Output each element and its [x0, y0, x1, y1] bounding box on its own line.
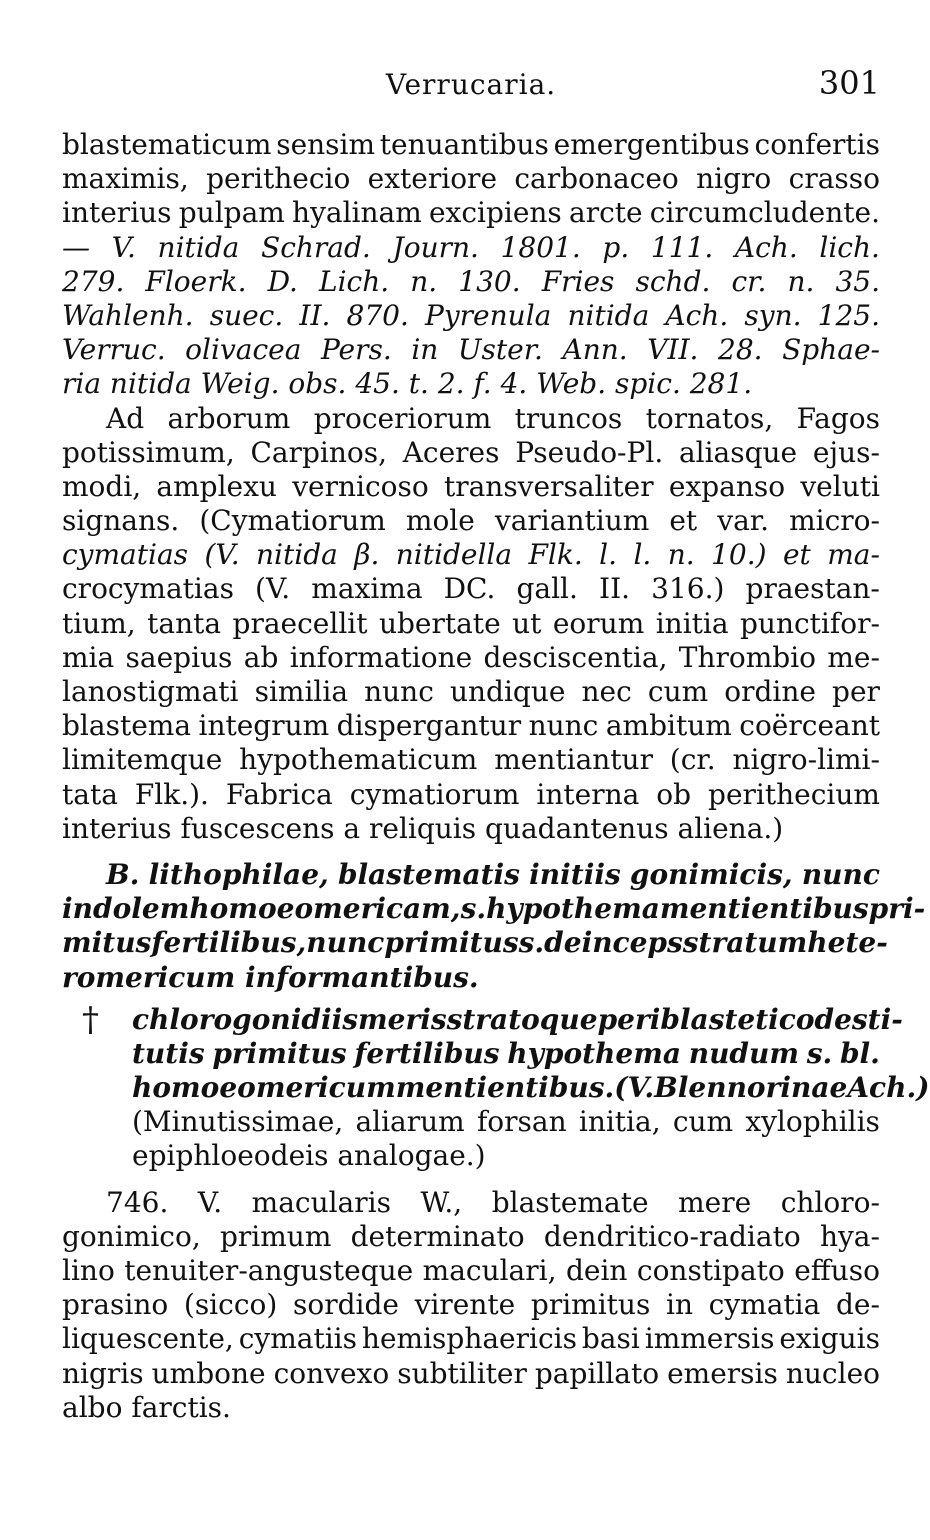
text-line: Wahlenh. suec. II. 870. Pyrenula nitida Ach. syn. 125.	[62, 298, 880, 332]
text-line: signans. (Cymatiorum mole variantium et var. micro-	[62, 504, 880, 538]
text-line: tutis primitus fertilibus hypothema nudum s. bl.	[132, 1036, 880, 1070]
text-line: Ad arborum proceriorum truncos tornatos, Fagos	[106, 401, 880, 435]
species-entry-746	[62, 1186, 880, 1425]
text-line: interius pulpam hyalinam excipiens arcte circumcludente.	[62, 196, 880, 230]
text-line: crocymatias (V. maxima DC. gall. II. 316.) praestan-	[62, 572, 880, 606]
text-line: mitus fertilibus, nunc primitus s. deinceps stratum hete-	[62, 926, 888, 960]
running-title: Verrucaria.	[385, 68, 557, 101]
text-line: Verruc. olivacea Pers. in Uster. Ann. VII. 28. Sphae-	[62, 333, 880, 367]
dagger-mark: †	[82, 999, 99, 1040]
page-number: 301	[818, 64, 880, 102]
text-line: homoeomericum mentientibus. (V. Blennorinae Ach.)	[132, 1071, 930, 1105]
page-body	[62, 128, 930, 1425]
text-line: blastema integrum dispergantur nunc ambitum coërceant	[62, 709, 880, 743]
text-line: 746. V. macularis W., blastemate mere chloro-	[106, 1185, 880, 1219]
text-line: — V. nitida Schrad. Journ. 1801. p. 111. Ach. lich.	[62, 230, 880, 264]
text-line: tium, tanta praecellit ubertate ut eorum initia punctifor-	[62, 606, 880, 640]
text-line: maximis, perithecio exteriore carbonaceo nigro crasso	[62, 162, 880, 196]
text-line: epiphloeodeis analogae.)	[132, 1139, 486, 1173]
text-line: blastematicum sensim tenuantibus emergentibus confertis	[62, 128, 880, 161]
text-line: potissimum, Carpinos, Aceres Pseudo-Pl. aliasque ejus-	[62, 435, 880, 469]
paragraph-habitat	[62, 402, 880, 846]
text-line: prasino (sicco) sordide virente primitus in cymatia de-	[62, 1288, 880, 1322]
section-lithophilae	[62, 857, 926, 995]
subsection-dagger	[62, 999, 930, 1174]
text-line: nigris umbone convexo subtiliter papillato emersis nucleo	[62, 1356, 880, 1390]
text-line: (Minutissimae, aliarum forsan initia, cum xylophilis	[132, 1105, 880, 1139]
text-line: interius fuscescens a reliquis quadantenus aliena.)	[62, 811, 784, 845]
text-line: B. lithophilae, blastematis initiis gonimicis, nunc	[106, 857, 880, 891]
text-line: ria nitida Weig. obs. 45. t. 2. f. 4. Web. spic. 281.	[62, 367, 753, 401]
text-line: albo farctis.	[62, 1390, 231, 1424]
text-line: mia saepius ab informatione desciscentia, Thrombio me-	[62, 640, 880, 674]
text-line: 279. Floerk. D. Lich. n. 130. Fries schd. cr. n. 35.	[62, 264, 880, 298]
text-line: tata Flk.). Fabrica cymatiorum interna ob perithecium	[62, 777, 880, 811]
page-header	[62, 64, 880, 104]
text-line: liquescente, cymatiis hemisphaericis basi immersis exiguis	[62, 1322, 880, 1356]
text-line: limitemque hypothematicum mentiantur (cr. nigro-limi-	[62, 743, 880, 777]
text-line: lino tenuiter-angusteque maculari, dein constipato effuso	[62, 1254, 880, 1287]
text-line: chlorogonidiis meris stratoque periblastetico desti-	[132, 1002, 903, 1036]
text-line: modi, amplexu vernicoso transversaliter expanso veluti	[62, 469, 880, 503]
text-line: lanostigmati similia nunc undique nec cum ordine per	[62, 675, 880, 708]
text-line: gonimico, primum determinato dendritico-radiato hya-	[62, 1219, 880, 1253]
text-line: indolem homoeomericam, s. hypothema mentientibus pri-	[62, 892, 926, 926]
text-line: cymatias (V. nitida β. nitidella Flk. l. l. n. 10.) et ma-	[62, 538, 880, 572]
paragraph-synonymy	[62, 128, 880, 402]
text-line: romericum informantibus.	[62, 960, 479, 994]
